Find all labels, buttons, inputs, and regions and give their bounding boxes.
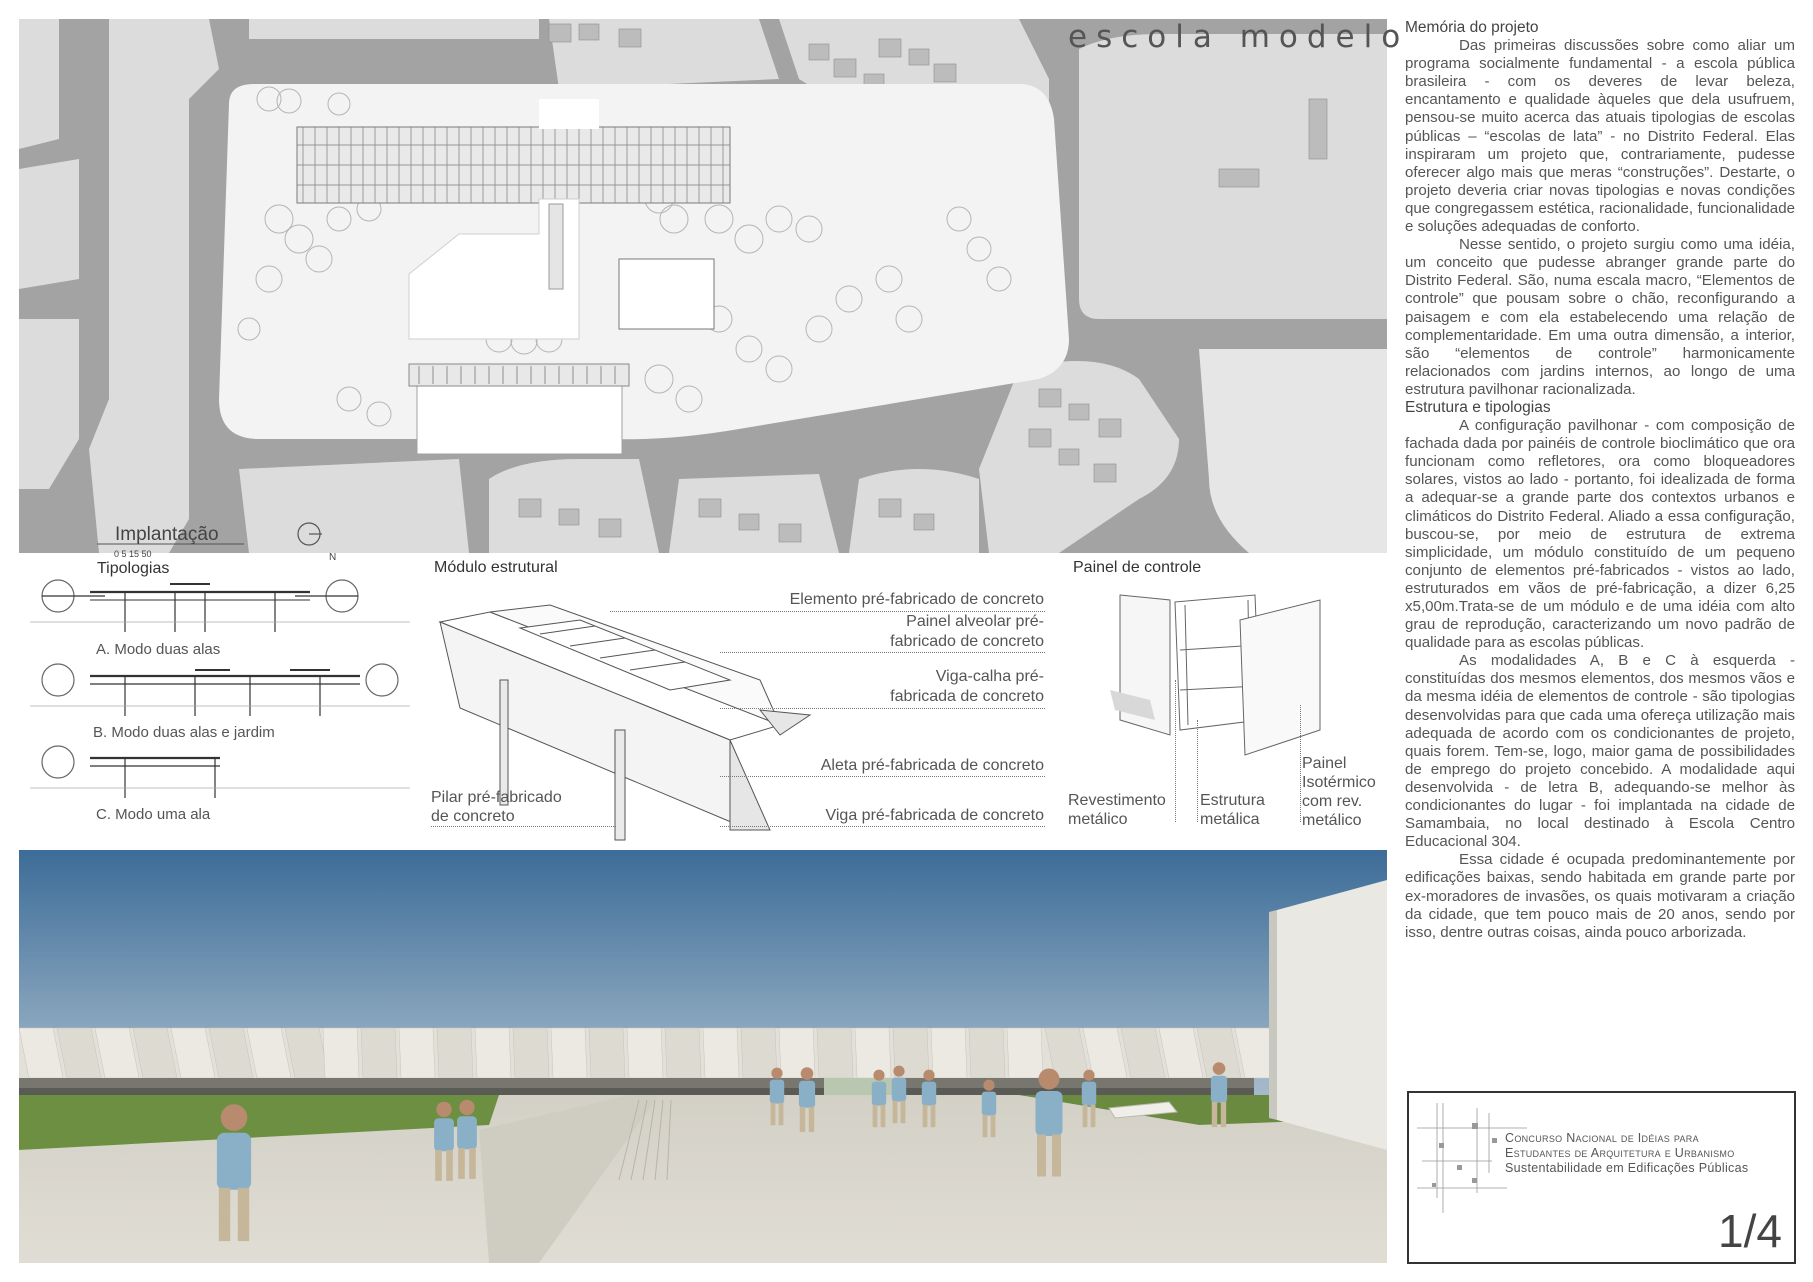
north-arrow-label: N [329,552,337,563]
site-plan [19,19,1387,563]
estrutura-paragraph: As modalidades A, B e C à esquerda - constituídas dos mesmos elementos, dos mesmos vãos e da mesma idéia de elementos de controle - são tipologias desenvolvidas para que cada uma ofereça utilização mais adequada de acordo com os condicionantes de projeto, quais forem. Tem-se, logo, maior gama de possibilidades de emprego do projeto concebido. A modalidade aqui desenvolvida - de letra B, adequando-se melhor às condicionantes do lugar - foi implantada na cidade de Samambaia, no local destinado à Escola Centro Educacional 304. [1405,652,1795,851]
memoria-heading: Memória do projeto [1405,19,1539,36]
competition-line-2: Estudantes de Arquitetura e Urbanismo [1505,1146,1735,1160]
label-painel-alveolar: Painel alveolar pré- fabricado de concreto [890,613,1044,650]
estrutura-paragraph: A configuração pavilhonar - com composição de fachada dada por painéis de controle bioclimático que ora funcionam como refletores, ora como bloqueadores solares, vistos ao lado - portanto, foi idealizada de forma a adequar-se a grande parte dos contextos urbanos e climáticos do Distrito Federal. Aliado a essa configuração, buscou-se, por meio de estrutura de extrema simplicidade, um módulo constituído de um pequeno conjunto de elementos pré-fabricados - vistos ao lado, estruturados em vãos de pré-fabricação, a dizer 6,25 x5,00m.Trata-se de um módulo e de uma idéia com alto grau de reprodução, caracterizando um novo padrão de qualidade para as escolas públicas. [1405,417,1795,652]
modulo-title: Módulo estrutural [434,559,558,576]
competition-line-1: Concurso Nacional de Idéias para [1505,1131,1699,1145]
label-aleta: Aleta pré-fabricada de concreto [820,757,1044,774]
estrutura-heading: Estrutura e tipologias [1405,398,1551,416]
memoria-paragraph: Das primeiras discussões sobre como aliar um programa socialmente fundamental - a escola pública brasileira - com os deveres de levar beleza, encantamento e qualidade àqueles que dela usufruem, pensou-se muito acerca das atuais tipologias de escolas públicas – “escolas de lata” - no Distrito Federal. Elas inspiraram um projeto que, contrariamente, pudesse oferecer algo mais que meras “construções”. Destarte, o projeto deveria criar novas tipologias e novas condições que congregassem estética, racionalidade, funcionalidade e soluções adequadas de conforto. [1405,37,1795,236]
tipologias-title: Tipologias [97,560,170,577]
leader-line [431,826,616,827]
tipologia-c-label: C. Modo uma ala [96,806,211,823]
leader-line [1197,720,1198,822]
painel-title: Painel de controle [1073,559,1202,576]
tipologia-a-label: A. Modo duas alas [96,641,221,658]
label-elemento-prefabricado: Elemento pré-fabricado de concreto [789,591,1044,608]
leader-line [1175,680,1176,822]
site-plan-label: Implantação [115,524,219,545]
competition-box [1407,1091,1796,1264]
leader-line [1300,705,1301,822]
label-viga: Viga pré-fabricada de concreto [825,807,1044,824]
scale-bar: 0 5 15 50 [114,549,152,559]
leader-line [720,776,1045,777]
estrutura-paragraph: Essa cidade é ocupada predominantemente por edificações baixas, sendo habitada em grande parte por ex-moradores de invasões, os quais motivaram a criação da cidade, que tem pouco mais de 20 anos, sendo por isso, dentre outras coisas, ainda pouco arborizada. [1405,851,1795,941]
perspective-render [19,850,1387,1263]
leader-line [720,708,1045,709]
control-panel-drawing [1110,590,1330,760]
site-plan-drawing [19,19,1387,553]
project-title: escola modelo [1068,19,1410,55]
tipologias-diagrams [30,570,410,830]
label-pilar: Pilar pré-fabricado de concreto [431,789,562,825]
label-revestimento: Revestimento metálico [1068,792,1166,828]
leader-line [720,652,1045,653]
label-viga-calha: Viga-calha pré- fabricada de concreto [890,668,1044,705]
memoria-paragraph: Nesse sentido, o projeto surgiu como uma idéia, um conceito que pudesse abranger grande parte do Distrito Federal. São, numa escala macro, “Elementos de controle” que pousam sobre o chão, reconfigurando a paisagem e com ela estabelecendo uma relação de complementaridade. Em uma outra dimensão, a interior, são “elementos de controle” harmonicamente relacionados com jardins internos, ao longo de uma estrutura pavilhonar racionalizada. [1405,236,1795,398]
render-image [19,850,1387,1263]
label-painel-isotermico: Painel Isotérmico com rev. metálico [1302,755,1376,829]
tipologia-b-label: B. Modo duas alas e jardim [93,724,275,741]
competition-line-3: Sustentabilidade em Edificações Públicas [1505,1161,1749,1175]
leader-line [720,826,1045,827]
label-estrutura: Estrutura metálica [1200,792,1265,828]
competition-text [1505,1131,1748,1176]
page-number: 1/4 [1718,1205,1782,1257]
project-description [1405,19,1795,942]
